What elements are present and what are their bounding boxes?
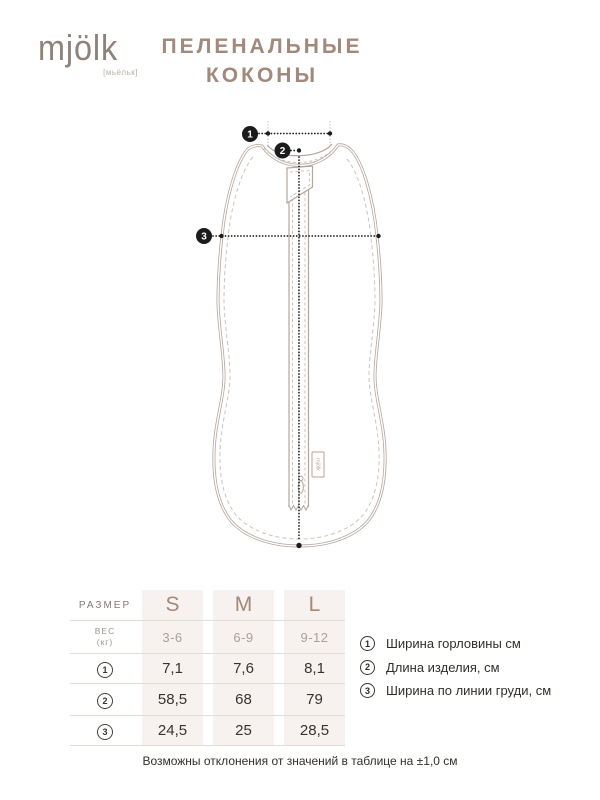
size-header-label: РАЗМЕР — [78, 599, 132, 611]
marker-3-badge — [196, 228, 212, 244]
svg-text:1: 1 — [247, 129, 253, 141]
size-m-header: M — [213, 590, 274, 620]
legend-label-3: Ширина по линии груди, см — [386, 683, 552, 698]
legend-marker-3: 3 — [360, 683, 375, 698]
legend-item-3 — [360, 683, 551, 698]
table-row-measure-2 — [70, 684, 345, 716]
svg-text:3: 3 — [201, 231, 207, 243]
brand-logo-text: mjölk — [38, 27, 119, 68]
tolerance-note: Возможны отклонения от значений в таблице на ±1,0 см — [142, 754, 458, 768]
measure1-l: 8,1 — [284, 654, 345, 683]
measure2-m: 68 — [213, 684, 274, 715]
row-marker-3: 3 — [97, 724, 113, 740]
measurement-legend — [360, 636, 551, 707]
brand-tag-label: mjölk — [314, 458, 321, 471]
legend-label-2: Длина изделия, см — [386, 659, 500, 675]
size-l-header: L — [284, 590, 345, 620]
legend-marker-1: 1 — [360, 636, 375, 651]
table-row-sizes — [70, 590, 345, 621]
weight-m: 6-9 — [213, 621, 274, 653]
table-row-weight — [70, 621, 345, 654]
table-row-measure-3 — [70, 716, 345, 746]
measure3-l: 28,5 — [284, 716, 345, 745]
page-title — [112, 32, 412, 90]
size-s-header: S — [142, 590, 203, 620]
row-marker-2: 2 — [97, 693, 113, 709]
measure3-s: 24,5 — [142, 716, 203, 745]
weight-l: 9-12 — [284, 621, 345, 653]
weight-label: ВЕС (кг) — [94, 626, 116, 647]
table-row-measure-1 — [70, 654, 345, 684]
size-table — [70, 590, 345, 746]
marker-2-badge — [275, 143, 291, 159]
measure3-m: 25 — [213, 716, 274, 745]
measure2-s: 58,5 — [142, 684, 203, 715]
weight-s: 3-6 — [142, 621, 203, 653]
row-marker-1: 1 — [97, 662, 113, 678]
marker-1-badge — [242, 126, 258, 142]
legend-item-1 — [360, 636, 551, 651]
measure2-l: 79 — [284, 684, 345, 715]
brand-transliteration: [мьёльк] — [103, 68, 138, 77]
legend-item-2 — [360, 660, 551, 675]
legend-label-1: Ширина горловины см — [386, 636, 521, 651]
svg-text:2: 2 — [279, 146, 286, 157]
brand-tag — [312, 452, 324, 477]
legend-marker-2: 2 — [360, 660, 375, 675]
page-title-line1: ПЕЛЕНАЛЬНЫЕ — [161, 35, 363, 58]
measure1-m: 7,6 — [213, 654, 274, 683]
page-title-line2: КОКОНЫ — [205, 64, 319, 87]
measure1-s: 7,1 — [142, 654, 203, 683]
swaddle-cocoon-diagram — [175, 115, 425, 560]
